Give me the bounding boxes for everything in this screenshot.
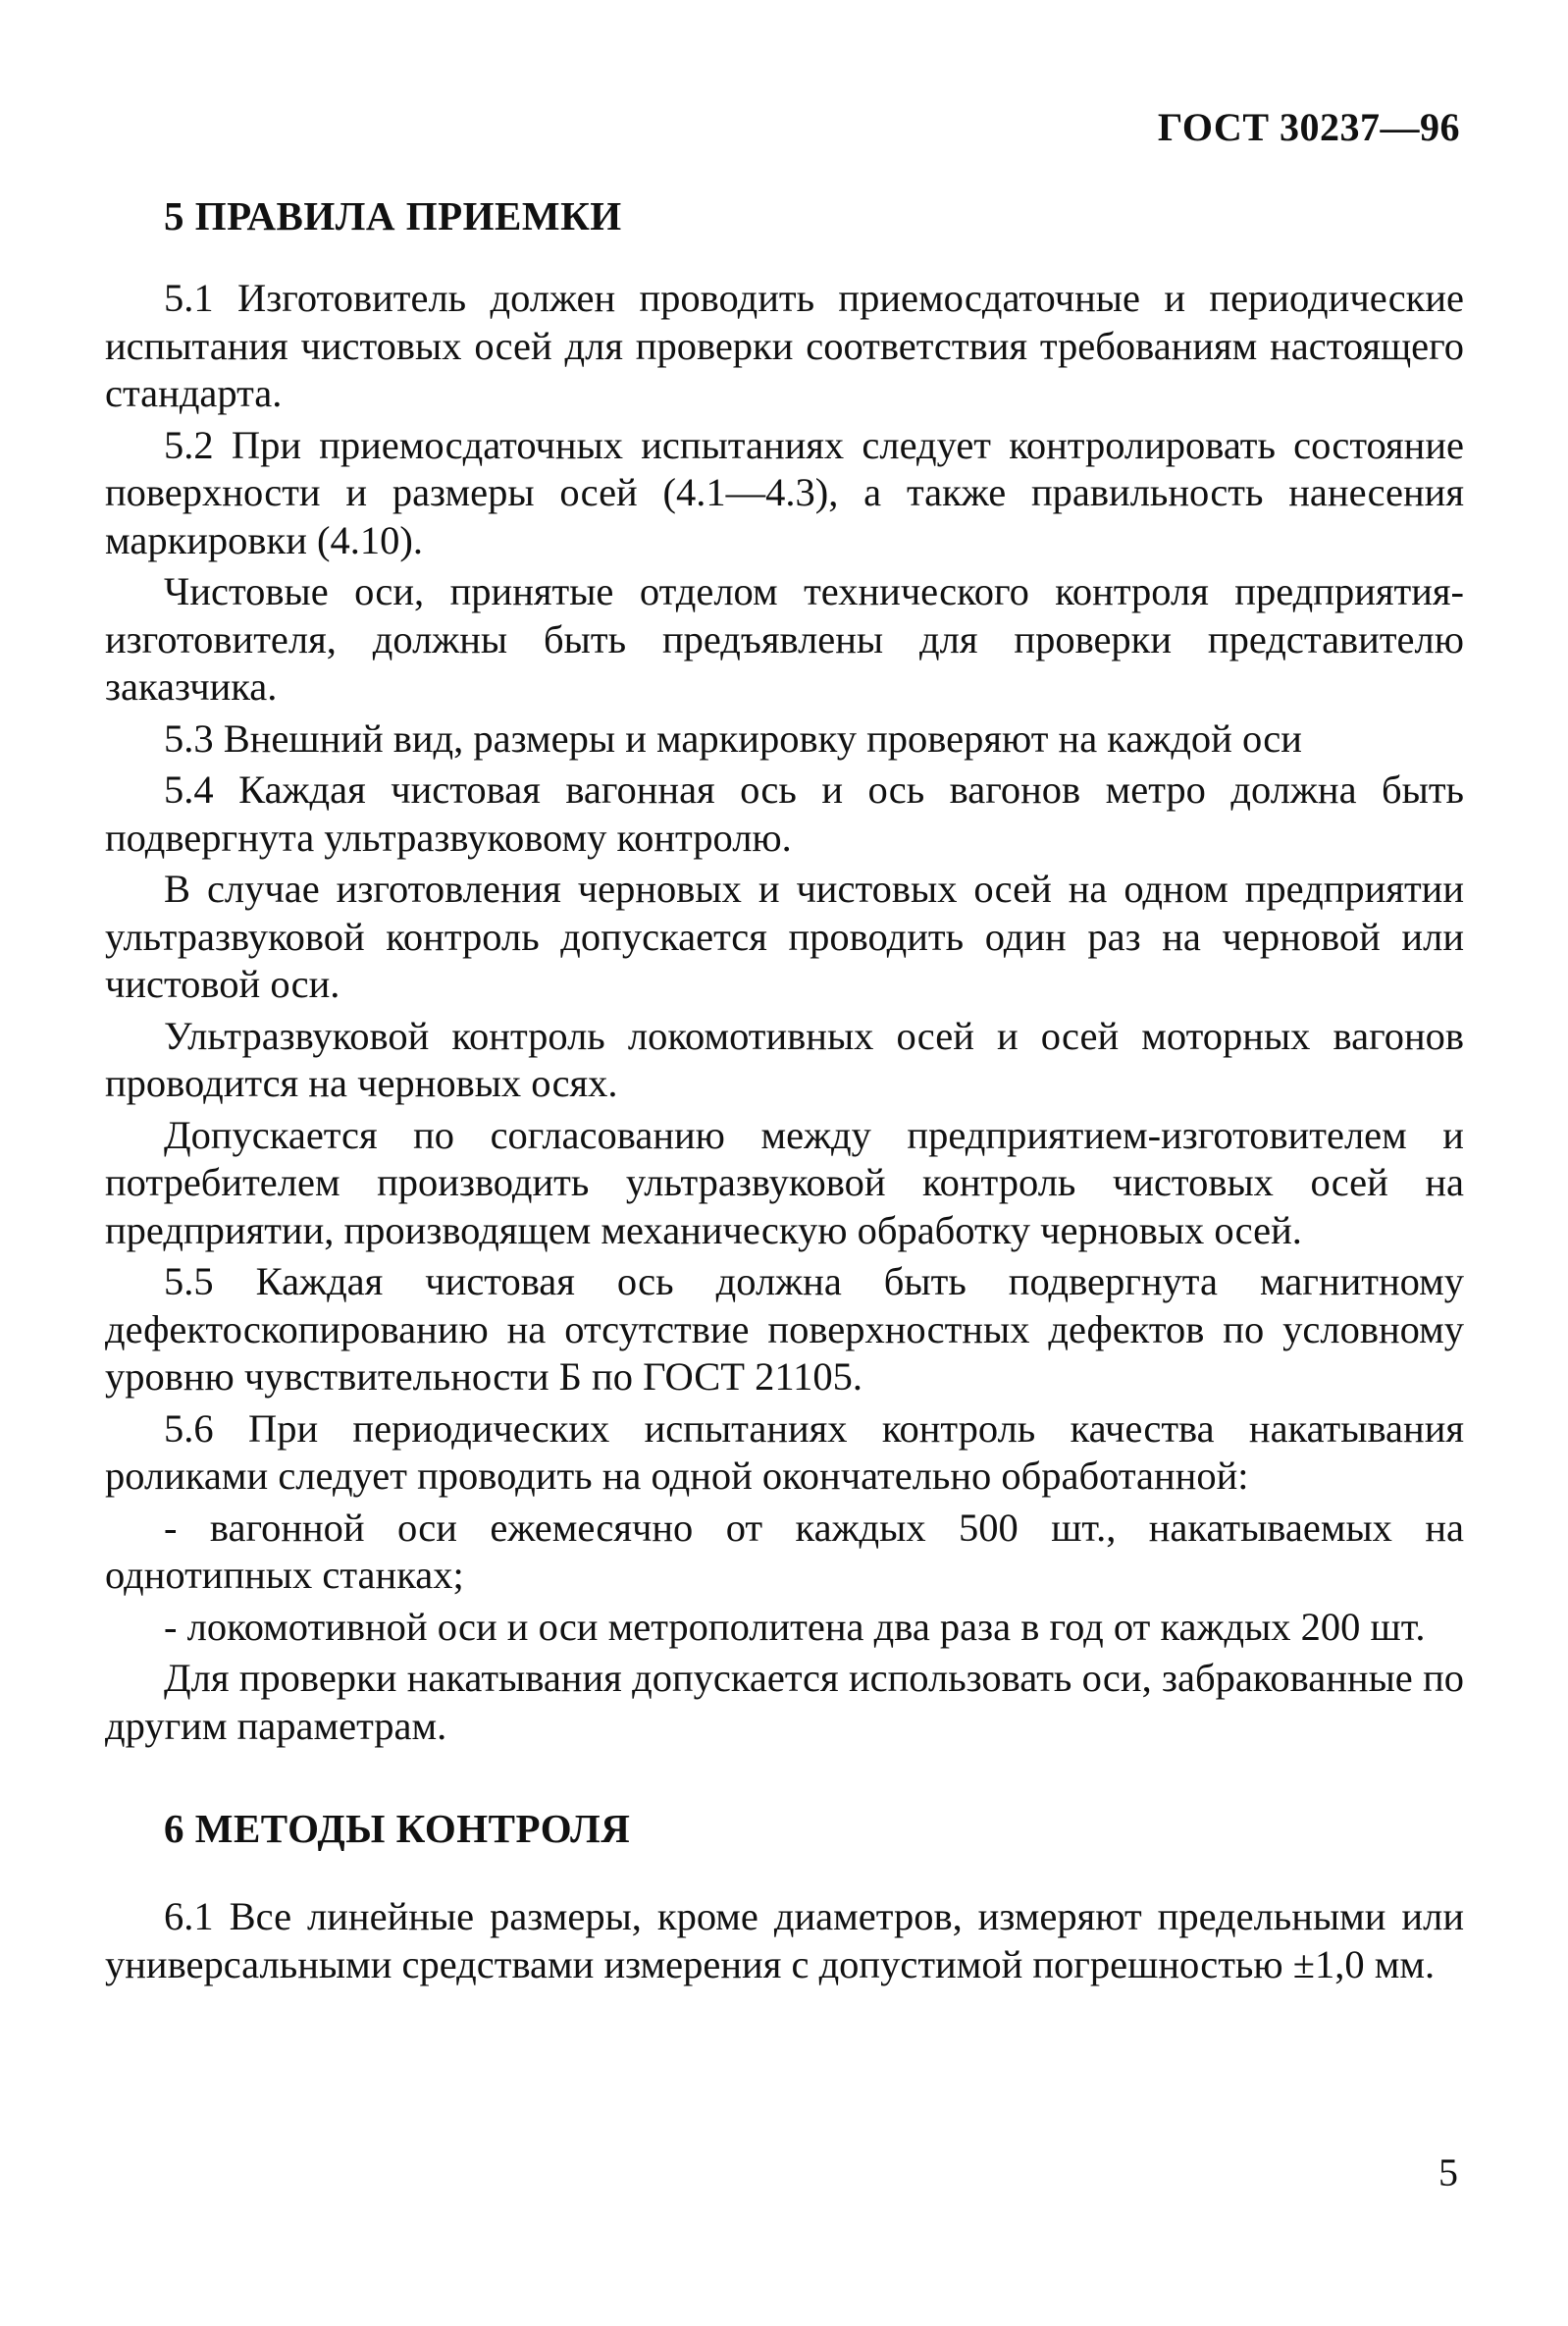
paragraph-5-4-locomotive: Ультразвуковой контроль локомотивных осей и осей моторных вагонов проводится на черновых осях. [105,1013,1464,1105]
paragraph-5-5: 5.5 Каждая чистовая ось должна быть подвергнута магнитному дефектоскопированию на отсутствие поверхностных дефектов по условному уровню чувствительности Б по ГОСТ 21105. [105,1259,1464,1399]
paragraph-6-1: 6.1 Все линейные размеры, кроме диаметров, измеряют предельными или универсальными средствами измерения с допустимой погрешностью ±1,0 мм. [105,1894,1464,1986]
paragraph-5-6: 5.6 При периодических испытаниях контроль качества накатывания роликами следует проводить на одной окончательно обработанной: [105,1405,1464,1498]
list-item-locomotive-axle: - локомотивной оси и оси метрополитена два раза в год от каждых 200 шт. [164,1604,1426,1649]
spacer [105,1754,1464,1799]
section-heading-6: 6 МЕТОДЫ КОНТРОЛЯ [164,1806,631,1851]
paragraph-5-4: 5.4 Каждая чистовая вагонная ось и ось вагонов метро должна быть подвергнута ультразвуковому контролю. [105,767,1464,860]
spacer [105,1858,1464,1893]
paragraph-5-2-note: Чистовые оси, принятые отделом технического контроля предприятия-изготовителя, должны быть предъявлены для проверки представителю заказчика. [105,569,1464,709]
spacer [105,245,1464,275]
page-number: 5 [1438,2150,1458,2194]
page-content [105,186,1464,1992]
paragraph-5-4-case: В случае изготовления черновых и чистовых осей на одном предприятии ультразвуковой контроль допускается проводить один раз на черновой или чистовой оси. [105,867,1464,1006]
paragraph-5-3: 5.3 Внешний вид, размеры и маркировку проверяют на каждой оси [164,715,1302,761]
paragraph-5-1: 5.1 Изготовитель должен проводить приемосдаточные и периодические испытания чистовых осей для проверки соответствия требованиям настоящего стандарта. [105,276,1464,415]
list-item-wagon-axle: - вагонной оси ежемесячно от каждых 500 шт., накатываемых на однотипных станках; [105,1505,1464,1597]
paragraph-5-2: 5.2 При приемосдаточных испытаниях следует контролировать состояние поверхности и размеры осей (4.1—4.3), а также правильность нанесения маркировки (4.10). [105,422,1464,562]
paragraph-5-6-rejected: Для проверки накатывания допускается использовать оси, забракованные по другим параметрам. [105,1656,1464,1748]
running-head-standard-code: ГОСТ 30237—96 [1157,105,1460,149]
paragraph-5-4-agreement: Допускается по согласованию между предприятием-изготовителем и потребителем производить ультразвуковой контроль чистовых осей на предприятии, производящем механическую обработку черновых осей. [105,1112,1464,1252]
section-heading-5: 5 ПРАВИЛА ПРИЕМКИ [164,193,622,238]
